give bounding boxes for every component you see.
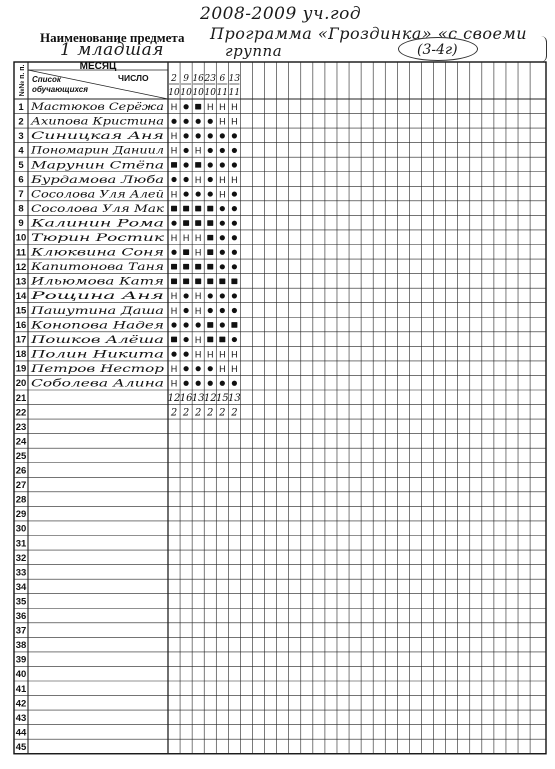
subject-value: Программа «Гроздинка» «с своеми — [210, 24, 528, 43]
present-dot-mark — [220, 206, 225, 211]
present-dot-mark — [184, 366, 189, 371]
row-number: 5 — [18, 159, 24, 171]
absent-mark: Н — [170, 305, 178, 316]
student-name: Бурдамова Люба — [29, 173, 164, 186]
total-present: 12 — [167, 393, 181, 405]
student-name: Сосолова Уля Мак — [31, 202, 165, 215]
row-number: 24 — [15, 436, 27, 448]
present-dot-mark — [232, 308, 237, 313]
row-number: 41 — [15, 683, 27, 695]
absent-mark: Н — [170, 102, 178, 113]
row-number: 9 — [18, 218, 24, 230]
present-square-mark — [207, 264, 213, 270]
present-dot-mark — [232, 381, 237, 386]
row-number: 45 — [15, 741, 27, 753]
present-square-mark — [219, 337, 225, 343]
student-name: Полин Никита — [29, 348, 164, 361]
row-number: 19 — [15, 363, 27, 375]
present-dot-mark — [184, 352, 189, 357]
absent-mark: Н — [231, 116, 238, 127]
present-square-mark — [171, 337, 177, 343]
absent-mark: Н — [194, 174, 202, 185]
present-dot-mark — [232, 148, 237, 153]
row-number: 14 — [15, 290, 27, 302]
row-number: 23 — [15, 421, 27, 433]
present-dot-mark — [220, 148, 225, 153]
row-number: 27 — [15, 480, 27, 492]
present-square-mark — [195, 104, 201, 110]
present-square-mark — [195, 220, 201, 226]
present-dot-mark — [232, 206, 237, 211]
present-dot-mark — [232, 337, 237, 342]
total-secondary: 2 — [231, 407, 238, 419]
present-dot-mark — [196, 191, 201, 196]
row-number: 15 — [15, 305, 27, 317]
row-number: 30 — [15, 523, 27, 535]
present-dot-mark — [220, 133, 225, 138]
present-dot-mark — [184, 119, 189, 124]
present-dot-mark — [196, 133, 201, 138]
present-dot-mark — [232, 264, 237, 269]
absent-mark: Н — [170, 131, 178, 142]
student-name: Ильюмова Катя — [29, 275, 165, 288]
row-number: 12 — [15, 261, 27, 273]
row-number: 28 — [15, 494, 27, 506]
present-square-mark — [207, 322, 213, 328]
date-month: 10 — [192, 88, 204, 98]
row-number: 11 — [15, 247, 27, 259]
age-note: (3-4г) — [417, 42, 458, 58]
present-square-mark — [231, 322, 237, 328]
present-dot-mark — [208, 119, 213, 124]
present-square-mark — [207, 206, 213, 212]
present-dot-mark — [232, 250, 237, 255]
present-dot-mark — [232, 293, 237, 298]
absent-mark: Н — [170, 233, 178, 243]
absent-mark: Н — [231, 349, 238, 360]
row-number: 13 — [15, 276, 27, 288]
present-square-mark — [171, 162, 177, 168]
absent-mark: Н — [219, 116, 226, 127]
row-number: 8 — [18, 203, 24, 215]
present-dot-mark — [171, 221, 176, 226]
present-square-mark — [219, 278, 225, 284]
date-day: 6 — [219, 74, 226, 84]
absent-mark: Н — [170, 378, 178, 389]
present-dot-mark — [171, 322, 176, 327]
student-name: Капитонова Таня — [29, 261, 165, 274]
row-number: 34 — [15, 581, 27, 593]
row-number: 33 — [15, 567, 27, 579]
absent-mark: Н — [194, 233, 202, 243]
present-square-mark — [171, 264, 177, 270]
present-dot-mark — [196, 381, 201, 386]
total-present: 16 — [179, 393, 193, 405]
date-month: 10 — [168, 88, 180, 98]
row-number: 21 — [15, 392, 27, 404]
group-label: 1 младшая — [60, 40, 165, 60]
present-square-mark — [207, 249, 213, 255]
row-number: 25 — [15, 450, 27, 462]
list-label: Список — [32, 75, 61, 84]
date-day: 13 — [228, 74, 241, 84]
present-dot-mark — [232, 162, 237, 167]
date-day: 2 — [171, 74, 177, 84]
absent-mark: Н — [219, 363, 226, 374]
present-square-mark — [171, 278, 177, 284]
present-dot-mark — [208, 177, 213, 182]
absent-mark: Н — [206, 102, 214, 113]
date-day: 9 — [183, 74, 189, 84]
absent-mark: Н — [219, 174, 226, 185]
student-name: Соболева Алина — [31, 377, 164, 390]
student-name: Пошков Алёша — [29, 333, 164, 346]
absent-mark: Н — [182, 233, 190, 243]
row-number: 42 — [15, 698, 27, 710]
absent-mark: Н — [194, 334, 202, 345]
absent-mark: Н — [194, 145, 202, 156]
present-square-mark — [171, 206, 177, 212]
student-name: Мастюков Серёжа — [29, 101, 165, 114]
present-dot-mark — [220, 322, 225, 327]
row-number: 35 — [15, 596, 27, 608]
present-dot-mark — [171, 250, 176, 255]
row-number: 44 — [15, 727, 27, 739]
row-number: 6 — [18, 174, 24, 186]
academic-year: 2008-2009 уч.год — [200, 4, 362, 24]
total-present: 15 — [215, 393, 229, 405]
total-secondary: 2 — [219, 407, 226, 419]
present-dot-mark — [184, 322, 189, 327]
present-dot-mark — [184, 293, 189, 298]
row-number: 20 — [15, 378, 27, 390]
present-square-mark — [207, 235, 213, 241]
absent-mark: Н — [170, 145, 178, 156]
present-dot-mark — [208, 148, 213, 153]
present-dot-mark — [220, 162, 225, 167]
total-present: 12 — [203, 393, 217, 405]
date-day: 23 — [204, 74, 216, 84]
present-square-mark — [183, 278, 189, 284]
row-number: 37 — [15, 625, 27, 637]
present-dot-mark — [232, 235, 237, 240]
present-square-mark — [231, 278, 237, 284]
total-secondary: 2 — [170, 407, 178, 419]
present-square-mark — [207, 220, 213, 226]
row-number: 39 — [15, 654, 27, 666]
present-dot-mark — [196, 322, 201, 327]
present-dot-mark — [208, 308, 213, 313]
absent-mark: Н — [170, 189, 178, 200]
present-dot-mark — [184, 177, 189, 182]
present-dot-mark — [184, 148, 189, 153]
total-present: 13 — [228, 393, 241, 405]
date-month: 10 — [204, 88, 216, 98]
present-dot-mark — [232, 221, 237, 226]
present-dot-mark — [196, 366, 201, 371]
present-dot-mark — [208, 381, 213, 386]
row-number: 7 — [18, 189, 24, 201]
present-dot-mark — [184, 381, 189, 386]
row-number: 43 — [15, 712, 27, 724]
present-dot-mark — [232, 133, 237, 138]
row-number: 26 — [15, 465, 27, 477]
present-dot-mark — [208, 162, 213, 167]
row-number: 40 — [15, 669, 27, 681]
row-number: 22 — [15, 407, 27, 419]
present-square-mark — [183, 264, 189, 270]
row-number: 36 — [15, 611, 27, 622]
row-number: 31 — [15, 538, 27, 550]
absent-mark: Н — [219, 349, 226, 360]
student-name: Клюквина Соня — [29, 246, 165, 259]
month-label: МЕСЯЦ — [79, 61, 117, 72]
present-square-mark — [195, 162, 201, 168]
total-secondary: 2 — [194, 407, 202, 419]
present-dot-mark — [196, 119, 201, 124]
absent-mark: Н — [206, 349, 214, 360]
row-number: 17 — [15, 334, 27, 346]
present-dot-mark — [232, 191, 237, 196]
date-month: 10 — [180, 88, 192, 98]
row-number: 2 — [18, 116, 24, 128]
date-month: 11 — [228, 88, 241, 98]
present-dot-mark — [171, 352, 176, 357]
present-dot-mark — [184, 308, 189, 313]
absent-mark: Н — [170, 363, 178, 374]
present-dot-mark — [220, 221, 225, 226]
present-dot-mark — [220, 235, 225, 240]
absent-mark: Н — [231, 102, 238, 113]
present-square-mark — [207, 278, 213, 284]
student-name: Марунин Стёпа — [29, 159, 165, 172]
present-dot-mark — [220, 308, 225, 313]
present-dot-mark — [220, 250, 225, 255]
date-month: 11 — [216, 88, 229, 98]
student-name: Синицкая Аня — [31, 130, 165, 143]
absent-mark: Н — [194, 291, 202, 302]
row-number: 4 — [18, 145, 24, 157]
present-dot-mark — [184, 104, 189, 109]
row-number: 18 — [15, 349, 27, 361]
row-number: 3 — [18, 130, 24, 142]
student-name: Пашутина Даша — [29, 304, 164, 317]
present-dot-mark — [184, 337, 189, 342]
present-dot-mark — [208, 133, 213, 138]
total-present: 13 — [191, 393, 205, 405]
absent-mark: Н — [170, 291, 178, 302]
present-dot-mark — [171, 177, 176, 182]
present-dot-mark — [208, 293, 213, 298]
student-name: Сосолова Уля Алей — [31, 188, 165, 201]
student-name: Рощина Аня — [29, 290, 165, 303]
student-name: Пономарин Даниил — [29, 144, 164, 157]
present-dot-mark — [220, 264, 225, 269]
student-name: Конопова Надея — [29, 319, 165, 332]
number-column-label: №№ п. п. — [18, 64, 26, 97]
absent-mark: Н — [231, 363, 238, 374]
row-number: 29 — [15, 509, 27, 521]
row-number: 10 — [15, 232, 27, 244]
row-number: 16 — [15, 320, 27, 331]
list-label: обучающихся — [32, 85, 88, 94]
student-name: Тюрин Ростик — [31, 232, 166, 244]
date-day: 16 — [192, 74, 204, 84]
absent-mark: Н — [194, 247, 202, 258]
present-square-mark — [183, 249, 189, 255]
present-dot-mark — [220, 381, 225, 386]
absent-mark: Н — [194, 305, 202, 316]
student-name: Ахипова Кристина — [29, 115, 165, 128]
absent-mark: Н — [231, 174, 238, 185]
date-label: ЧИСЛО — [118, 73, 149, 83]
absent-mark: Н — [219, 189, 226, 200]
present-square-mark — [195, 278, 201, 284]
subject-label: Наименование предмета — [40, 30, 185, 45]
absent-mark: Н — [194, 349, 202, 360]
student-name: Петров Нестор — [29, 362, 165, 375]
present-dot-mark — [208, 366, 213, 371]
student-name: Калинин Рома — [29, 217, 165, 230]
present-dot-mark — [208, 191, 213, 196]
present-dot-mark — [184, 133, 189, 138]
present-square-mark — [207, 337, 213, 343]
row-number: 32 — [15, 552, 27, 564]
row-number: 38 — [15, 640, 27, 652]
present-dot-mark — [220, 293, 225, 298]
present-square-mark — [195, 264, 201, 270]
total-secondary: 2 — [207, 407, 214, 419]
present-square-mark — [195, 206, 201, 212]
total-secondary: 2 — [182, 407, 190, 419]
present-square-mark — [183, 206, 189, 212]
row-number: 1 — [18, 101, 24, 113]
present-dot-mark — [171, 119, 176, 124]
present-dot-mark — [184, 191, 189, 196]
present-dot-mark — [184, 162, 189, 167]
present-square-mark — [183, 220, 189, 226]
group-value: группа — [225, 42, 283, 60]
absent-mark: Н — [219, 102, 226, 113]
